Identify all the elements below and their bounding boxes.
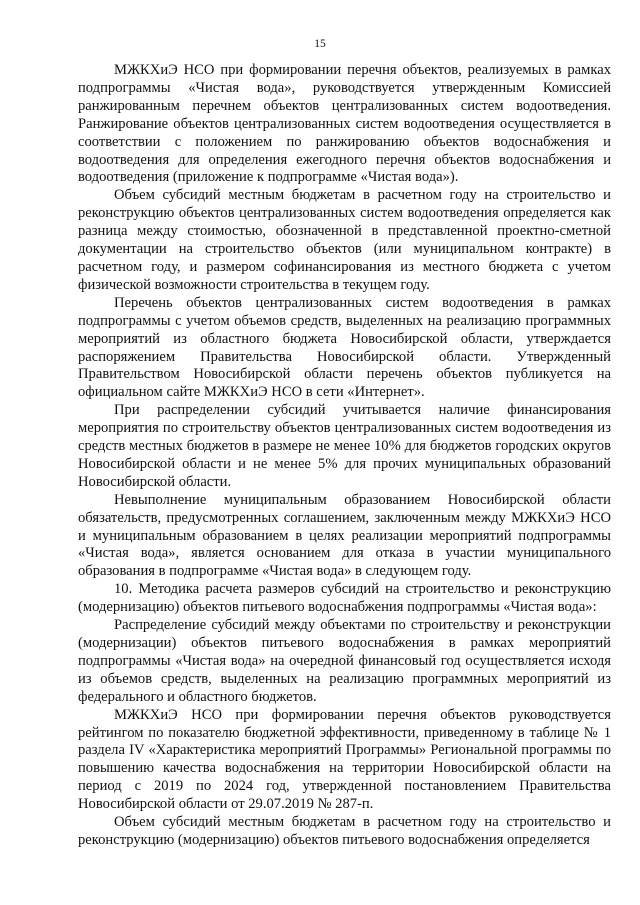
paragraph: МЖКХиЭ НСО при формировании перечня объектов руководствуется рейтингом по показателю бюджетной эффективности, приведенному в таблице № 1 раздела IV «Характеристика мероприятий Программы» Региональной программы по повышению качества водоснабжения на территории Новосибирской области на период с 2019 по 2024 год, утвержденной постановлением Правительства Новосибирской области от 29.07.2019 № 287-п. [78,706,611,813]
paragraph: МЖКХиЭ НСО при формировании перечня объектов, реализуемых в рамках подпрограммы «Чистая вода», руководствуется утвержденным Комиссией ранжированным перечнем объектов централизованных систем водоотведения. Ранжирование объектов централизованных систем водоотведения осуществляется в соответствии с положением по ранжированию объектов водоснабжения и водоотведения для определения ежегодного перечня объектов водоснабжения и водоотведения (приложение к подпрограмме «Чистая вода»). [78,62,611,186]
paragraph: При распределении субсидий учитывается наличие финансирования мероприятия по строительству объектов централизованных систем водоотведения из средств местных бюджетов в размере не менее 10% для бюджетов городских округов Новосибирской области и не менее 5% для прочих муниципальных образований Новосибирской области. [78,402,611,490]
paragraph: Невыполнение муниципальным образованием Новосибирской области обязательств, предусмотренных соглашением, заключенным между МЖКХиЭ НСО и муниципальным образованием в целях реализации мероприятий подпрограммы «Чистая вода», является основанием для отказа в участии муниципального образования в подпрограмме «Чистая вода» в следующем году. [78,491,611,580]
paragraph: Перечень объектов централизованных систем водоотведения в рамках подпрограммы с учетом объемов средств, выделенных на реализацию программных мероприятий из областного бюджета Новосибирской области, утверждается распоряжением Правительства Новосибирской области. Утвержденный Правительством Новосибирской области перечень объектов публикуется на официальном сайте МЖКХиЭ НСО в сети «Интернет». [78,294,611,401]
paragraph: Объем субсидий местным бюджетам в расчетном году на строительство и реконструкцию (модернизацию) объектов питьевого водоснабжения определяется [78,814,611,848]
page-number: 15 [314,38,326,50]
paragraph: Объем субсидий местным бюджетам в расчетном году на строительство и реконструкцию объектов централизованных систем водоотведения определяется как разница между стоимостью, обозначенной в представленной проектно-сметной документации на строительство объектов (или муниципальном контракте) в расчетном году, и размером софинансирования из местного бюджета с учетом физической возможности строительства в текущем году. [78,187,611,293]
document-body [78,62,611,850]
section-heading-paragraph: 10. Методика расчета размеров субсидий на строительство и реконструкцию (модернизацию) объектов питьевого водоснабжения подпрограммы «Чистая вода»: [78,581,611,616]
paragraph: Распределение субсидий между объектами по строительству и реконструкции (модернизации) объектов питьевого водоснабжения в рамках мероприятий подпрограммы «Чистая вода» на очередной финансовый год осуществляется исходя из объемов средств, выделенных на реализацию программных мероприятий из федерального и областного бюджетов. [78,617,611,705]
